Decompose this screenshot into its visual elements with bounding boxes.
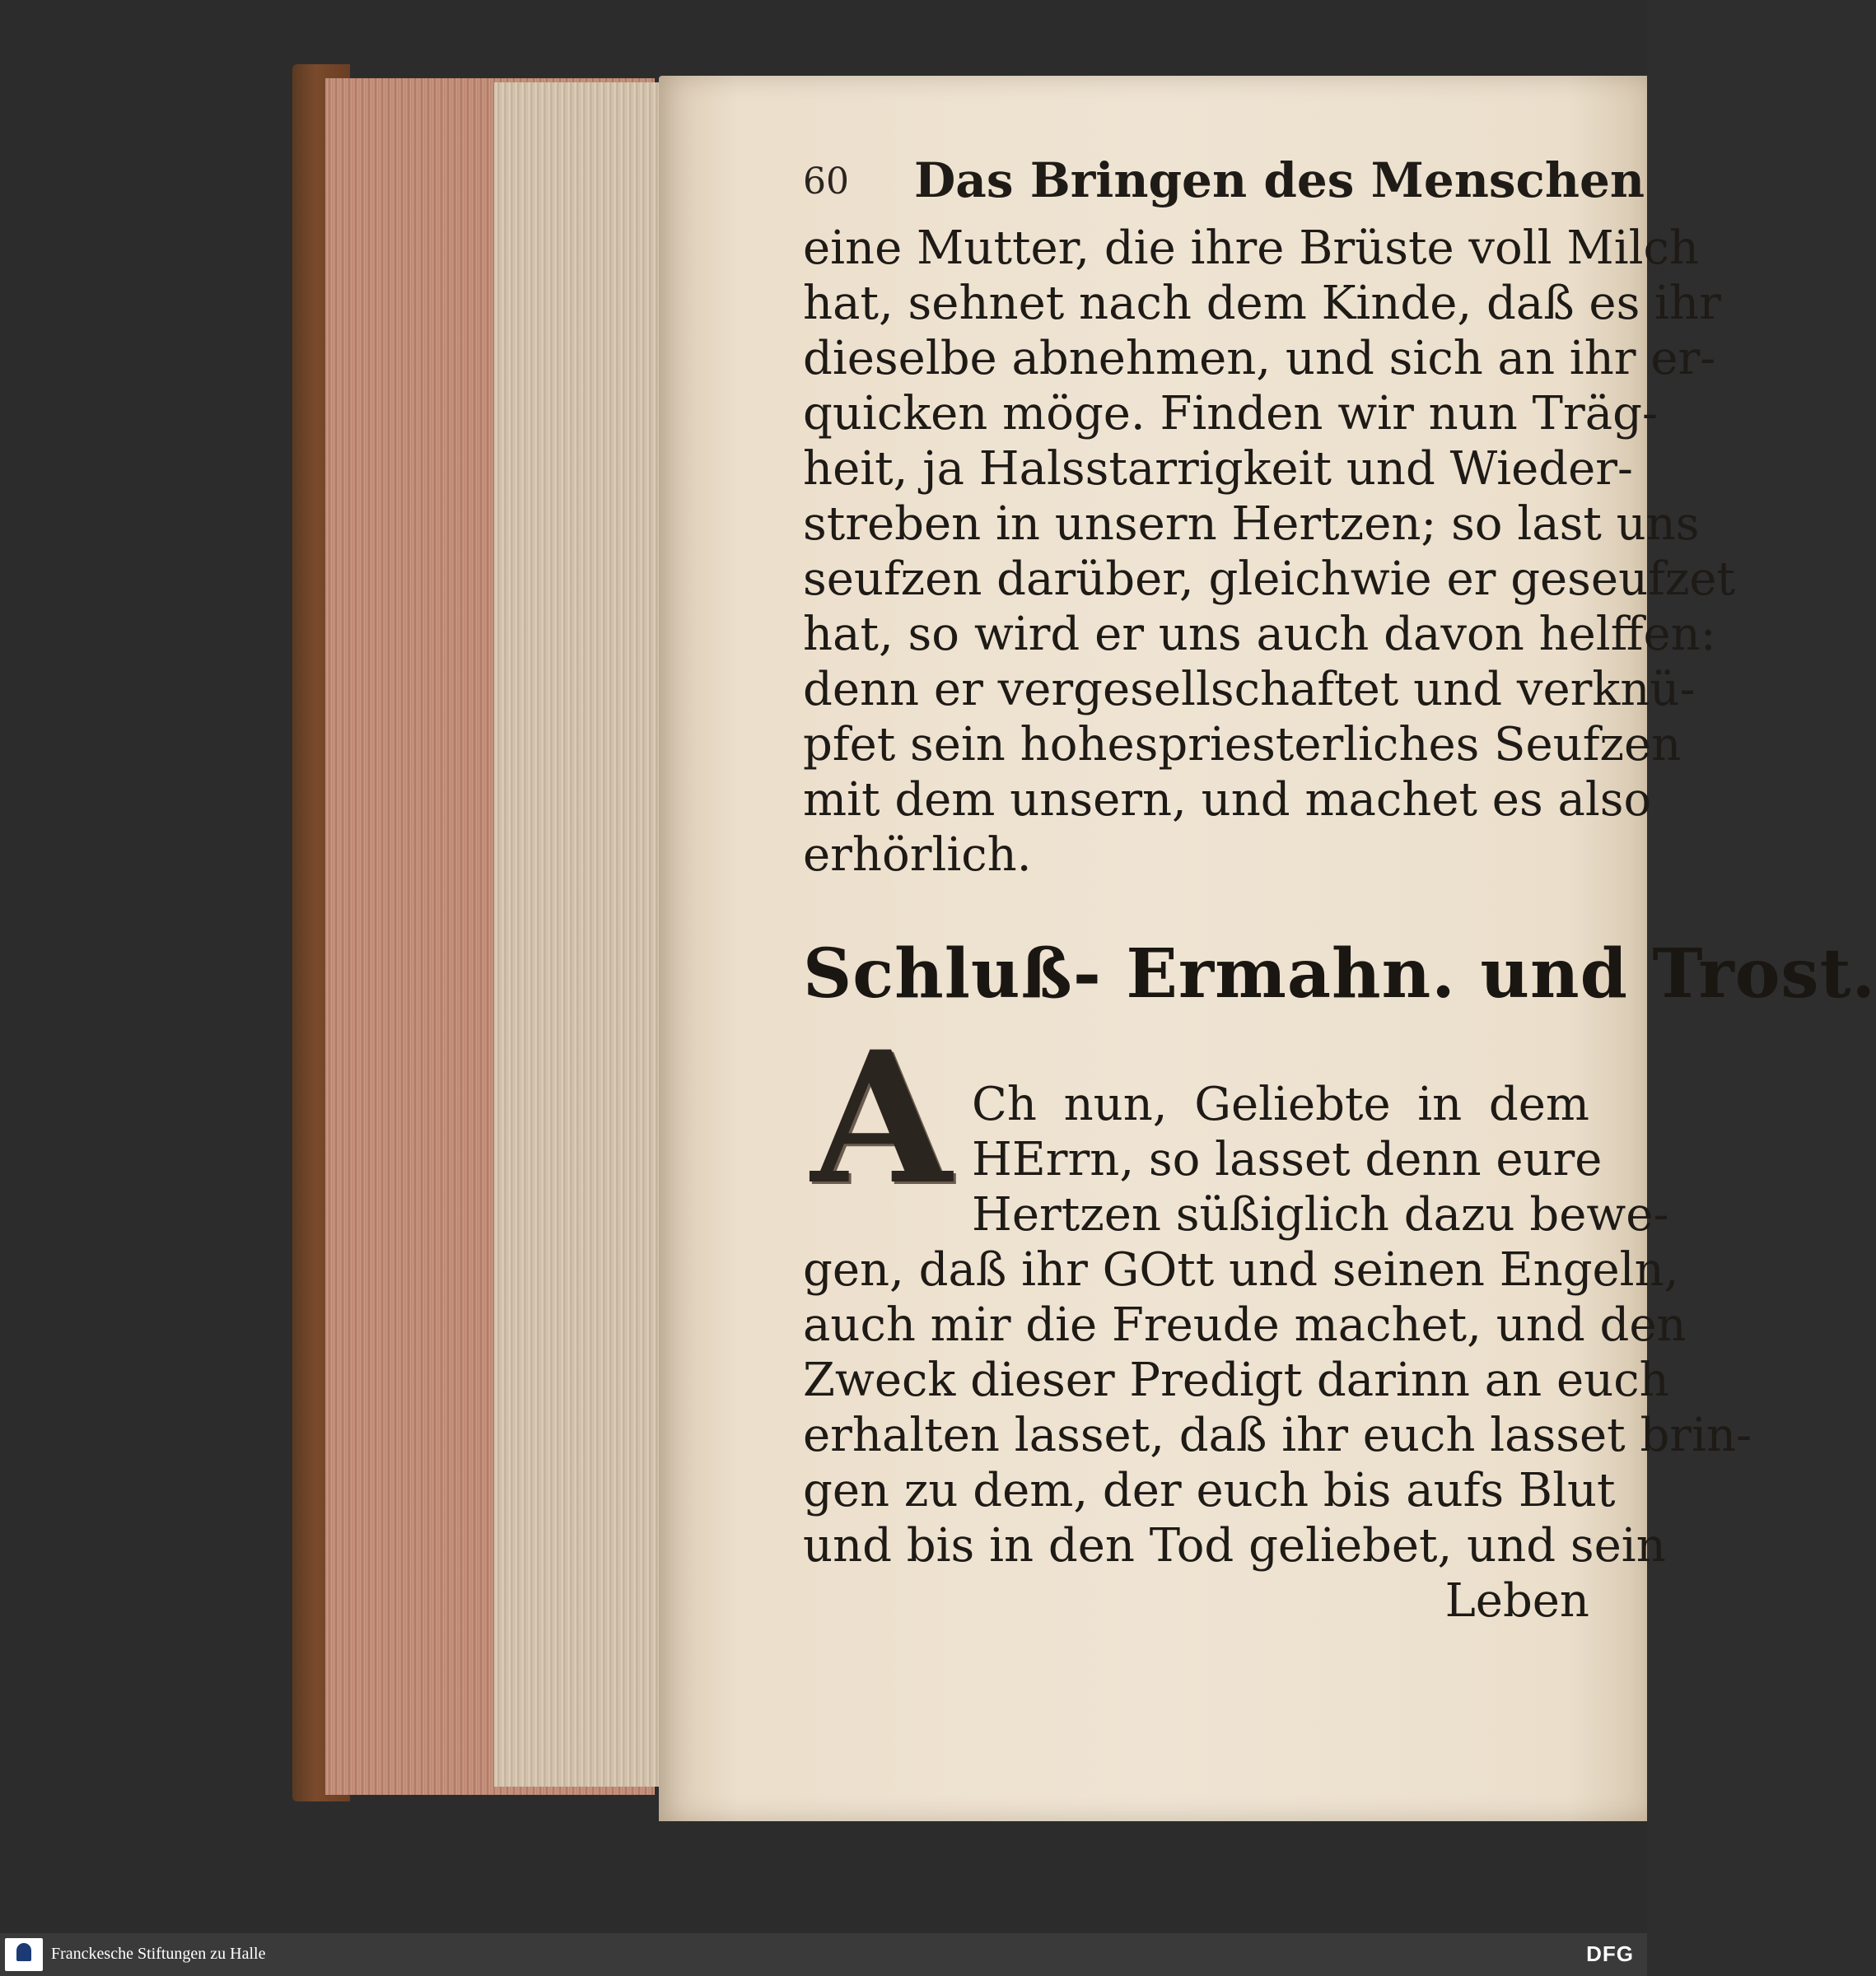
viewer-footer — [0, 1933, 1647, 1976]
text-line: Ch nun, Geliebte in dem — [972, 1078, 1589, 1131]
text-line: auch mir die Freude machet, und den — [803, 1298, 1687, 1352]
text-line: Hertzen süßiglich dazu bewe- — [972, 1188, 1669, 1242]
text-line: mit dem unsern, und machet es also — [803, 773, 1652, 827]
catchword: Leben — [1444, 1574, 1589, 1628]
text-line: denn er vergesellschaftet und verknü- — [803, 663, 1696, 716]
text-line: hat, so wird er uns auch davon helffen: — [803, 608, 1716, 661]
text-line: dieselbe abnehmen, und sich an ihr er- — [803, 332, 1716, 385]
page-number: 60 — [803, 161, 849, 203]
text-line: quicken möge. Finden wir nun Träg- — [803, 387, 1658, 440]
text-line: streben in unsern Hertzen; so last uns — [803, 497, 1700, 551]
institution-logo-icon — [5, 1938, 43, 1971]
text-line: erhörlich. — [803, 828, 1032, 882]
text-line: heit, ja Halsstarrigkeit und Wieder- — [803, 442, 1633, 496]
institution-name: Franckesche Stiftungen zu Halle — [51, 1945, 266, 1963]
decorative-initial: A — [810, 1011, 952, 1224]
text-line: hat, sehnet nach dem Kinde, daß es ihr — [803, 277, 1721, 330]
page-block-fore-edge — [494, 82, 659, 1787]
text-line: gen, daß ihr GOtt und seinen Engeln, — [803, 1243, 1679, 1297]
section-title: Schluß- Ermahn. und Trost. — [803, 934, 1876, 1014]
running-head: Das Bringen des Menschen — [914, 152, 1645, 208]
text-line: erhalten lasset, daß ihr euch lasset brin- — [803, 1409, 1752, 1462]
text-line: gen zu dem, der euch bis aufs Blut — [803, 1464, 1616, 1517]
text-line: HErrn, so lasset denn eure — [972, 1133, 1603, 1186]
text-line: eine Mutter, die ihre Brüste voll Milch — [803, 221, 1699, 275]
text-line: pfet sein hohespriesterliches Seufzen — [803, 718, 1682, 771]
text-line: seufzen darüber, gleichwie er geseufzet — [803, 552, 1736, 606]
dfg-badge: DFG — [1586, 1941, 1634, 1966]
text-line: und bis in den Tod geliebet, und sein — [803, 1519, 1666, 1573]
text-line: Zweck dieser Predigt darinn an euch — [803, 1354, 1669, 1407]
